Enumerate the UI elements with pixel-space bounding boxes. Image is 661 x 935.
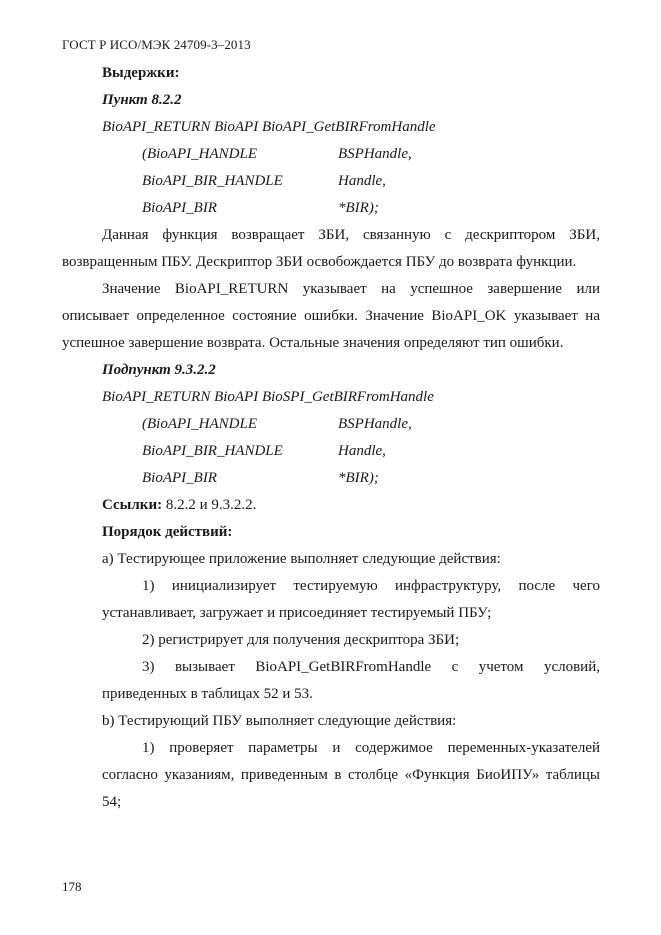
section2-param-row [62,411,600,438]
document-header: ГОСТ Р ИСО/МЭК 24709-3–2013 [62,37,251,52]
section1-param-row [62,195,600,222]
section1-paragraph-2: Значение BioAPI_RETURN указывает на успешное завершение или описывает определенное состояние ошибки. Значение BioAPI_OK указывает на успешное завершение возврата. Остальные значения определяют тип ошибки. [62,281,600,351]
references-line [62,492,600,519]
section2-heading: Подпункт 9.3.2.2 [102,362,216,378]
document-body [62,60,600,816]
param-name: BSPHandle, [338,416,412,432]
step-a-item: 3) вызывает BioAPI_GetBIRFromHandle с учетом условий, приведенных в таблицах 52 и 53. [102,659,600,702]
param-type: (BioAPI_HANDLE [142,416,257,432]
step-b: b) Тестирующий ПБУ выполняет следующие действия: [102,713,457,729]
param-type: (BioAPI_HANDLE [142,146,257,162]
section2-signature: BioAPI_RETURN BioAPI BioSPI_GetBIRFromHandle [102,389,434,405]
excerpts-heading: Выдержки: [102,65,180,81]
step-a-item: 2) регистрирует для получения дескриптора ЗБИ; [142,632,460,648]
step-a-item: 1) инициализирует тестируемую инфраструктуру, после чего устанавливает, загружает и присоединяет тестируемый ПБУ; [102,578,600,621]
param-type: BioAPI_BIR [142,200,217,216]
procedure-heading: Порядок действий: [102,524,233,540]
section1-paragraph-1: Данная функция возвращает ЗБИ, связанную с дескриптором ЗБИ, возвращенным ПБУ. Дескриптор ЗБИ освобождается ПБУ до возврата функции. [62,227,600,270]
page-number: 178 [62,879,82,894]
param-type: BioAPI_BIR [142,470,217,486]
param-type: BioAPI_BIR_HANDLE [142,173,283,189]
section1-param-row [62,141,600,168]
section2-param-row [62,465,600,492]
step-a: а) Тестирующее приложение выполняет следующие действия: [102,551,501,567]
param-type: BioAPI_BIR_HANDLE [142,443,283,459]
section1-signature: BioAPI_RETURN BioAPI BioAPI_GetBIRFromHandle [102,119,436,135]
param-name: *BIR); [338,200,379,216]
references-value: 8.2.2 и 9.3.2.2. [162,497,257,513]
param-name: Handle, [338,173,386,189]
step-b-item: 1) проверяет параметры и содержимое переменных-указателей согласно указаниям, приведенным в столбце «Функция БиоИПУ» таблицы 54; [102,740,600,810]
param-name: BSPHandle, [338,146,412,162]
section1-heading: Пункт 8.2.2 [102,92,182,108]
param-name: Handle, [338,443,386,459]
references-label: Ссылки: [102,497,163,513]
param-name: *BIR); [338,470,379,486]
section1-param-row [62,168,600,195]
section2-param-row [62,438,600,465]
